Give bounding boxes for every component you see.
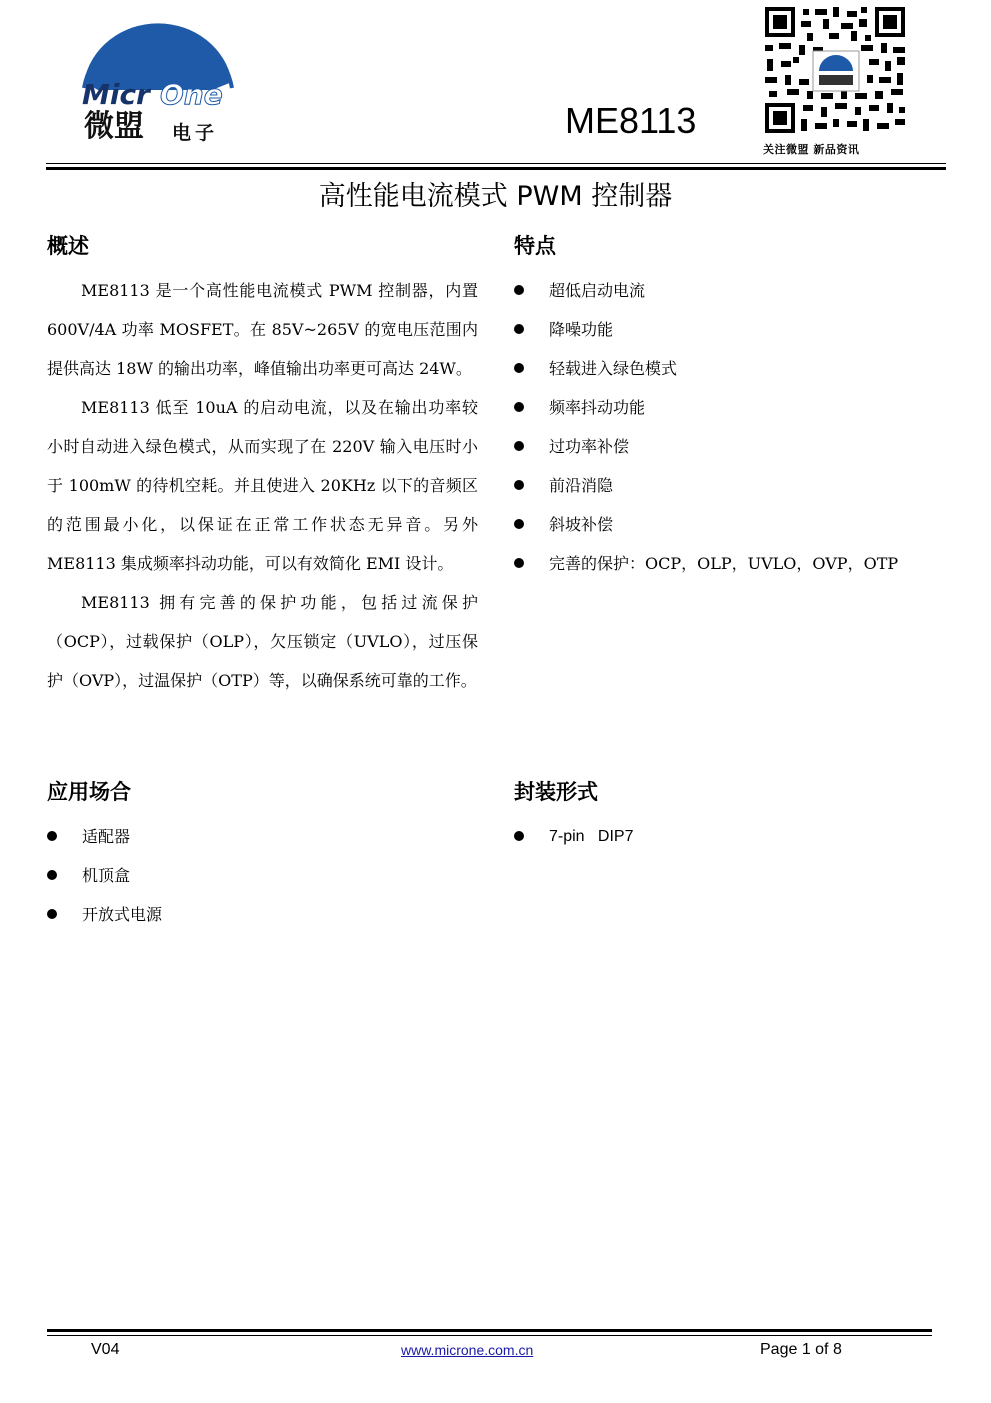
- bullet-icon: [514, 480, 524, 490]
- document-id: ME8113: [565, 100, 697, 141]
- features-heading: 特点: [514, 234, 556, 258]
- list-item: 降噪功能: [514, 310, 944, 349]
- bullet-icon: [47, 831, 57, 841]
- svg-text:微盟: 微盟: [84, 109, 144, 144]
- header-divider: [46, 163, 946, 164]
- page-title: 高性能电流模式 PWM 控制器: [318, 181, 673, 212]
- overview-heading: 概述: [47, 234, 89, 258]
- qr-caption: 关注微盟 新品资讯: [763, 143, 860, 156]
- overview-paragraph: ME8113 低至 10uA 的启动电流，以及在输出功率较小时自动进入绿色模式，从而实现了在 220V 输入电压时小于 100mW 的待机空耗。并且使进入 20KHz 以下的音频区的范围最小化，以保证在正常工作状态无异音。另外ME8113 集成频率抖动功能，可以有效简化 EMI 设计。: [47, 398, 478, 573]
- overview-paragraph: ME8113 是一个高性能电流模式 PWM 控制器，内置600V/4A 功率 MOSFET。在 85V~265V 的宽电压范围内提供高达 18W 的输出功率，峰值输出功率更可高达 24W。: [47, 281, 478, 378]
- bullet-icon: [514, 519, 524, 529]
- overview-paragraph: ME8113 拥有完善的保护功能，包括过流保护（OCP），过载保护（OLP），欠压锁定（UVLO），过压保护（OVP），过温保护（OTP）等，以确保系统可靠的工作。: [47, 593, 478, 690]
- applications-heading: 应用场合: [47, 780, 131, 804]
- footer-version: V04: [91, 1341, 120, 1358]
- list-item: 过功率补偿: [514, 427, 944, 466]
- footer-page-number: Page 1 of 8: [760, 1341, 842, 1358]
- list-item: 轻载进入绿色模式: [514, 349, 944, 388]
- applications-list: [47, 817, 477, 934]
- list-item: 频率抖动功能: [514, 388, 944, 427]
- package-list: [514, 817, 944, 856]
- features-list: [514, 271, 944, 583]
- bullet-icon: [514, 402, 524, 412]
- list-item: 超低启动电流: [514, 271, 944, 310]
- list-item: 完善的保护：OCP，OLP，UVLO，OVP，OTP: [514, 544, 944, 583]
- bullet-icon: [514, 441, 524, 451]
- list-item: 机顶盒: [47, 856, 477, 895]
- list-item: 开放式电源: [47, 895, 477, 934]
- list-item: 适配器: [47, 817, 477, 856]
- svg-text:One: One: [160, 78, 223, 111]
- list-item: 斜坡补偿: [514, 505, 944, 544]
- bullet-icon: [47, 909, 57, 919]
- svg-text:电子: 电子: [172, 122, 219, 144]
- bullet-icon: [47, 870, 57, 880]
- qr-code[interactable]: [763, 5, 909, 137]
- package-heading: 封装形式: [514, 780, 598, 804]
- header-divider-thick: [46, 167, 946, 170]
- list-item: 前沿消隐: [514, 466, 944, 505]
- list-item: 7-pin DIP7: [514, 817, 944, 856]
- microne-logo: [78, 10, 238, 145]
- footer-divider: [47, 1335, 932, 1336]
- footer-website: [401, 1342, 533, 1360]
- bullet-icon: [514, 831, 524, 841]
- footer-divider-thick: [47, 1329, 932, 1332]
- bullet-icon: [514, 558, 524, 568]
- overview-body: [47, 271, 478, 700]
- bullet-icon: [514, 324, 524, 334]
- bullet-icon: [514, 285, 524, 295]
- website-link[interactable]: www.microne.com.cn: [401, 1342, 534, 1358]
- svg-text:Micr: Micr: [82, 78, 150, 111]
- bullet-icon: [514, 363, 524, 373]
